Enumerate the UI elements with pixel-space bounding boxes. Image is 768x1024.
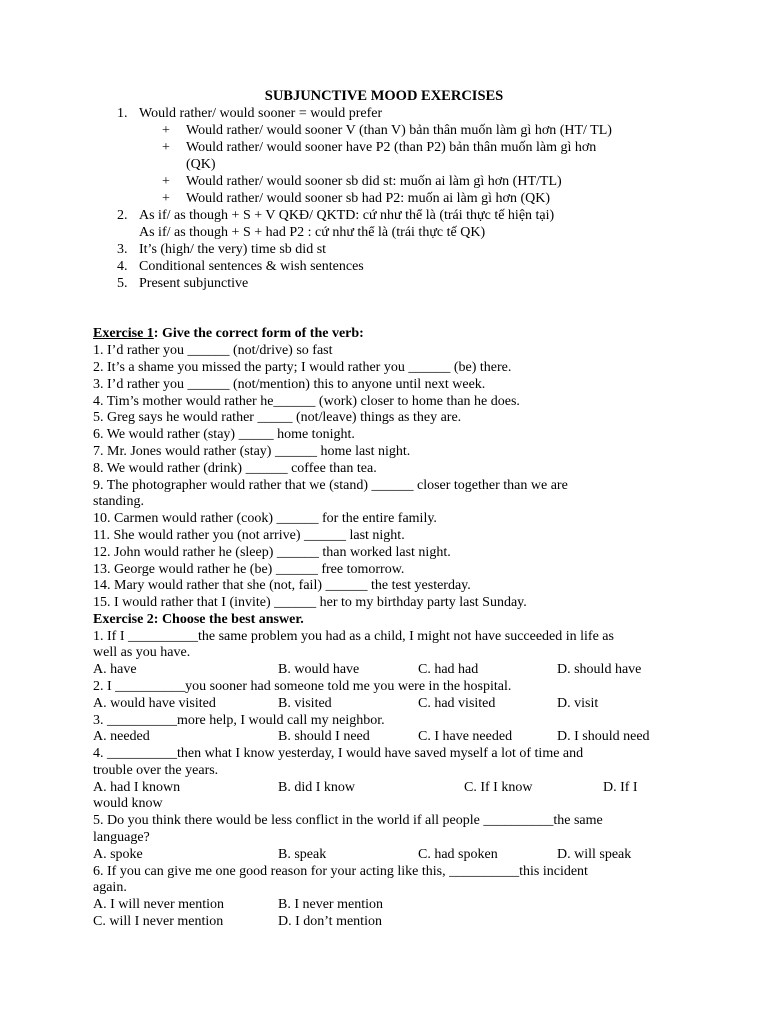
bullet-plus: + bbox=[162, 191, 170, 206]
option-b: B. did I know bbox=[278, 780, 355, 795]
option-d: D. If I bbox=[603, 780, 638, 795]
exercise-1-line: 12. John would rather he (sleep) ______ than worked last night. bbox=[93, 545, 451, 560]
exercise-1-line: 11. She would rather you (not arrive) ______ last night. bbox=[93, 528, 405, 543]
exercise-1-line: 14. Mary would rather that she (not, fail) ______ the test yesterday. bbox=[93, 578, 471, 593]
exercise-1-line: standing. bbox=[93, 494, 144, 509]
exercise-1-label: Exercise 1 bbox=[93, 326, 154, 341]
outline-sub-4: Would rather/ would sooner sb had P2: muốn ai làm gì hơn (QK) bbox=[186, 191, 550, 206]
option-a: A. have bbox=[93, 662, 137, 677]
outline-item-2: As if/ as though + S + V QKĐ/ QKTD: cứ như thể là (trái thực tế hiện tại) bbox=[139, 208, 555, 223]
exercise-1-line: 4. Tim’s mother would rather he______ (work) closer to home than he does. bbox=[93, 394, 520, 409]
option-b: B. should I need bbox=[278, 729, 370, 744]
option-c: C. had had bbox=[418, 662, 479, 677]
exercise-1-line: 3. I’d rather you ______ (not/mention) this to anyone until next week. bbox=[93, 377, 486, 392]
exercise-1-instruction: : Give the correct form of the verb: bbox=[153, 326, 364, 341]
question-5: 5. Do you think there would be less conflict in the world if all people __________the same bbox=[93, 813, 603, 828]
question-2: 2. I __________you sooner had someone told me you were in the hospital. bbox=[93, 679, 512, 694]
outline-sub-2-cont: (QK) bbox=[186, 157, 216, 172]
option-a: A. needed bbox=[93, 729, 150, 744]
question-1: 1. If I __________the same problem you had as a child, I might not have succeeded in life as bbox=[93, 629, 614, 644]
exercise-2-header: Exercise 2: Choose the best answer. bbox=[93, 612, 304, 627]
question-6-cont: again. bbox=[93, 880, 127, 895]
outline-item-2-cont: As if/ as though + S + had P2 : cứ như thể là (trái thực tế QK) bbox=[139, 225, 486, 240]
exercise-1-header bbox=[93, 325, 364, 342]
exercise-1-line: 15. I would rather that I (invite) ______ her to my birthday party last Sunday. bbox=[93, 595, 527, 610]
option-b: B. I never mention bbox=[278, 897, 383, 912]
exercise-1-line: 2. It’s a shame you missed the party; I would rather you ______ (be) there. bbox=[93, 360, 512, 375]
exercise-1-line: 1. I’d rather you ______ (not/drive) so fast bbox=[93, 343, 333, 358]
exercise-1-line: 13. George would rather he (be) ______ free tomorrow. bbox=[93, 562, 405, 577]
outline-number-5: 5. bbox=[117, 276, 128, 291]
question-6: 6. If you can give me one good reason for your acting like this, __________this incident bbox=[93, 864, 588, 879]
option-d: D. visit bbox=[557, 696, 599, 711]
option-d: D. will speak bbox=[557, 847, 632, 862]
question-4-cont: trouble over the years. bbox=[93, 763, 219, 778]
outline-item-5: Present subjunctive bbox=[139, 276, 249, 291]
bullet-plus: + bbox=[162, 123, 170, 138]
option-c: C. had visited bbox=[418, 696, 496, 711]
bullet-plus: + bbox=[162, 140, 170, 155]
option-d: D. I should need bbox=[557, 729, 650, 744]
outline-item-1: Would rather/ would sooner = would prefer bbox=[139, 106, 383, 121]
question-1-cont: well as you have. bbox=[93, 645, 191, 660]
question-5-cont: language? bbox=[93, 830, 150, 845]
outline-number-4: 4. bbox=[117, 259, 128, 274]
outline-sub-3: Would rather/ would sooner sb did st: muốn ai làm gì hơn (HT/TL) bbox=[186, 174, 562, 189]
outline-sub-2: Would rather/ would sooner have P2 (than P2) bản thân muốn làm gì hơn bbox=[186, 140, 597, 155]
option-d: D. should have bbox=[557, 662, 642, 677]
outline-item-3: It’s (high/ the very) time sb did st bbox=[139, 242, 327, 257]
exercise-1-line: 7. Mr. Jones would rather (stay) ______ home last night. bbox=[93, 444, 411, 459]
option-a: A. would have visited bbox=[93, 696, 216, 711]
option-c: C. I have needed bbox=[418, 729, 513, 744]
option-d: D. I don’t mention bbox=[278, 914, 382, 929]
option-a: A. I will never mention bbox=[93, 897, 225, 912]
option-c: C. had spoken bbox=[418, 847, 498, 862]
option-b: B. speak bbox=[278, 847, 327, 862]
question-4: 4. __________then what I know yesterday, I would have saved myself a lot of time and bbox=[93, 746, 584, 761]
exercise-1-line: 10. Carmen would rather (cook) ______ for the entire family. bbox=[93, 511, 437, 526]
option-b: B. would have bbox=[278, 662, 360, 677]
option-c: C. will I never mention bbox=[93, 914, 224, 929]
option-a: A. spoke bbox=[93, 847, 143, 862]
exercise-1-line: 6. We would rather (stay) _____ home tonight. bbox=[93, 427, 355, 442]
exercise-1-line: 8. We would rather (drink) ______ coffee than tea. bbox=[93, 461, 377, 476]
option-b: B. visited bbox=[278, 696, 332, 711]
option-c: C. If I know bbox=[464, 780, 533, 795]
exercise-1-line: 5. Greg says he would rather _____ (not/leave) things as they are. bbox=[93, 410, 462, 425]
question-3: 3. __________more help, I would call my neighbor. bbox=[93, 713, 385, 728]
outline-number-2: 2. bbox=[117, 208, 128, 223]
bullet-plus: + bbox=[162, 174, 170, 189]
page-title: SUBJUNCTIVE MOOD EXERCISES bbox=[264, 88, 504, 104]
outline-sub-1: Would rather/ would sooner V (than V) bản thân muốn làm gì hơn (HT/ TL) bbox=[186, 123, 612, 138]
option-a: A. had I known bbox=[93, 780, 181, 795]
outline-item-4: Conditional sentences & wish sentences bbox=[139, 259, 364, 274]
outline-number-3: 3. bbox=[117, 242, 128, 257]
exercise-1-line: 9. The photographer would rather that we (stand) ______ closer together than we are bbox=[93, 478, 568, 493]
option-d-cont: would know bbox=[93, 796, 163, 811]
outline-number-1: 1. bbox=[117, 106, 128, 121]
